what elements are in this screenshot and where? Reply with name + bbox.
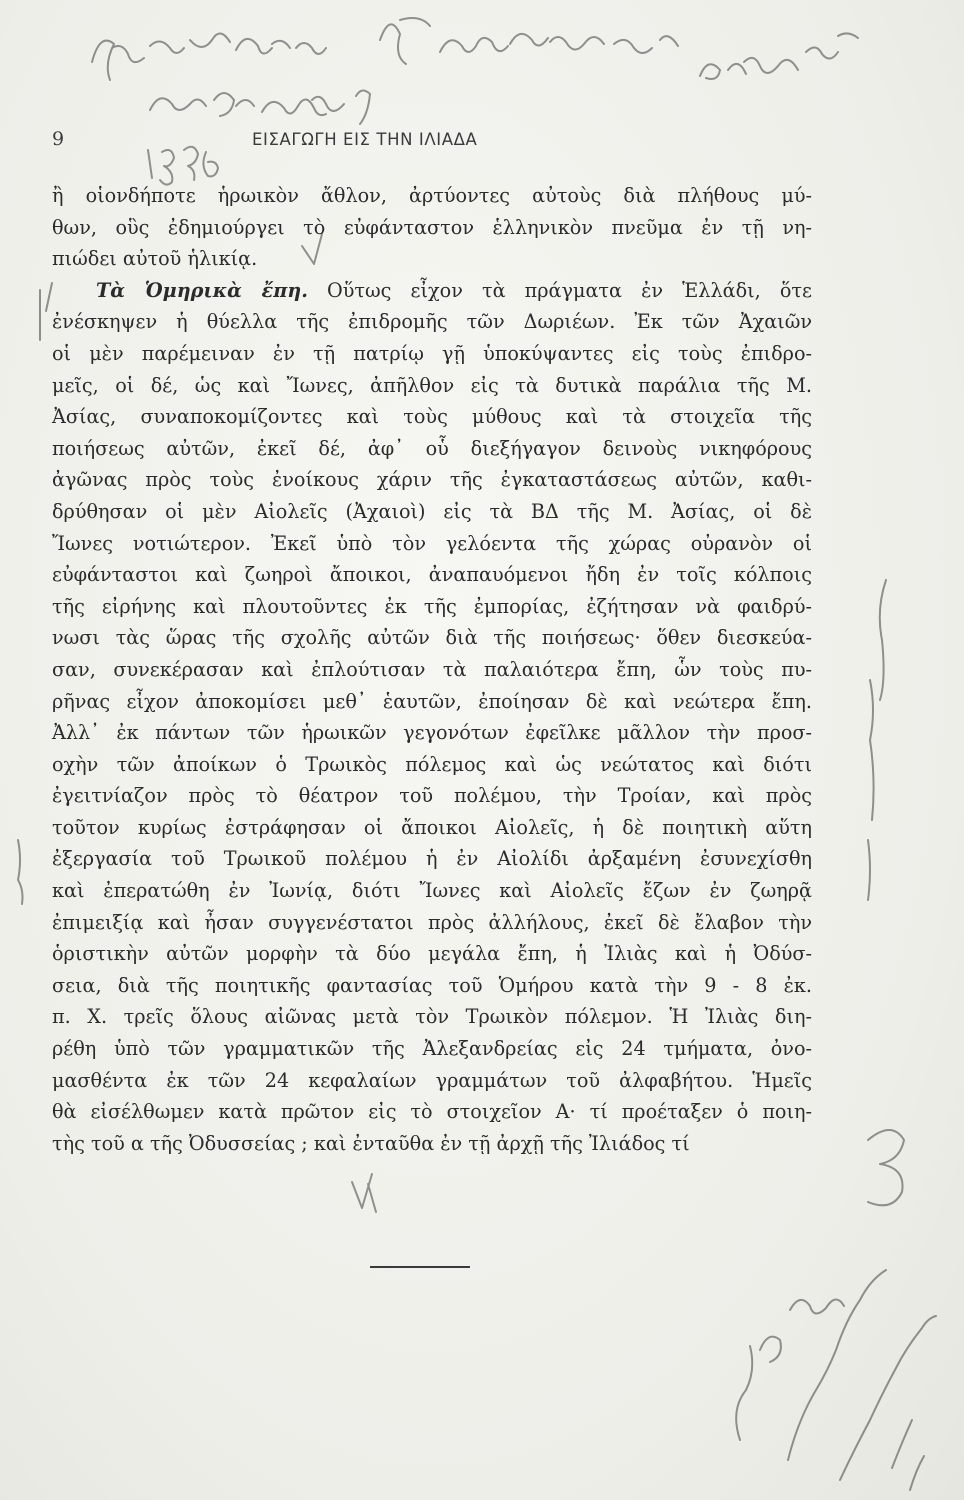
text-line: ἐπιμειξίᾳ καὶ ἦσαν συγγενέστατοι πρὸς ἀλλήλους, ἐκεῖ δὲ ἔλαβον τὴν bbox=[52, 910, 812, 934]
page-header bbox=[52, 128, 812, 154]
text-line: σεια, διὰ τῆς ποιητικῆς φαντασίας τοῦ Ὁμήρου κατὰ τὴν 9 - 8 ἐκ. bbox=[52, 973, 812, 997]
handwriting-top-line bbox=[92, 33, 326, 80]
page-number: 9 bbox=[52, 128, 65, 150]
body-text bbox=[52, 180, 812, 1159]
section-first-line bbox=[52, 275, 812, 307]
text-line: Ἀλλ᾽ ἐκ πάντων τῶν ἡρωικῶν γεγονότων ἐφεῖλκε μᾶλλον τὴν προσ- bbox=[52, 721, 812, 745]
handwriting-right-margin bbox=[868, 580, 886, 900]
text-line: μεῖς, οἱ δέ, ὡς καὶ Ἴωνες, ἀπῆλθον εἰς τὰ δυτικὰ παράλια τῆς Μ. bbox=[52, 373, 812, 397]
text-line: νωσι τὰς ὥρας τῆς σχολῆς αὐτῶν διὰ τῆς ποιήσεως· ὅθεν διεσκεύα- bbox=[52, 626, 812, 650]
running-title: ΕΙΣΑΓΩΓΗ ΕΙΣ ΤΗΝ ΙΛΙΑΔΑ bbox=[252, 130, 478, 149]
text-line: ἐγειτνίαζον πρὸς τὸ θέατρον τοῦ πολέμου, τὴν Τροίαν, καὶ πρὸς bbox=[52, 784, 812, 808]
text-line: μασθέντα ἐκ τῶν 24 κεφαλαίων γραμμάτων τοῦ ἀλφαβήτου. Ἡμεῖς bbox=[52, 1068, 812, 1092]
text-line: ἀγῶνας πρὸς τοὺς ἐνοίκους χάριν τῆς ἐγκαταστάσεως αὐτῶν, καθι- bbox=[52, 468, 812, 492]
handwriting-large-three bbox=[868, 1130, 904, 1205]
handwriting-top-line-2 bbox=[380, 18, 678, 64]
text-line: οχὴν τῶν ἀποίκων ὁ Τρωικὸς πόλεμος καὶ ὡς νεώτατος καὶ διότι bbox=[52, 752, 812, 776]
text-line: οἱ μὲν παρέμειναν ἐν τῇ πατρίῳ γῇ ὑποκύψαντες εἰς τοὺς ἐπιδρο- bbox=[52, 341, 812, 365]
handwriting-second-line bbox=[150, 90, 370, 124]
handwriting-margin-bracket bbox=[40, 283, 52, 340]
text-line: τὴς τοῦ α τῆς Ὀδυσσείας ; καὶ ἐνταῦθα ἐν τῇ ἀρχῇ τῆς Ἰλιάδος τί bbox=[52, 1131, 690, 1155]
text-line: ἐνέσκηψεν ἡ θύελλα τῆς ἐπιδρομῆς τῶν Δωριέων. Ἐκ τῶν Ἀχαιῶν bbox=[52, 310, 812, 334]
handwriting-top-line-3 bbox=[700, 33, 858, 79]
end-rule bbox=[370, 1266, 470, 1268]
handwriting-checkmark-2 bbox=[352, 1174, 376, 1212]
text-line: πιώδει αὐτοῦ ἡλικίᾳ. bbox=[52, 247, 258, 271]
handwriting-bottom-note-3 bbox=[840, 1316, 936, 1480]
text-line: ἢ οἱονδήποτε ἡρωικὸν ἄθλον, ἀρτύοντες αὐτοὺς διὰ πλήθους μύ- bbox=[52, 184, 812, 207]
text-line: Ἀσίας, συναποκομίζοντες καὶ τοὺς μύθους καὶ τὰ στοιχεῖα τῆς bbox=[52, 405, 812, 429]
text-line: ρέθη ὑπὸ τῶν γραμματικῶν τῆς Ἀλεξανδρείας εἰς 24 τμήματα, ὀνο- bbox=[52, 1037, 812, 1061]
text-line: τῆς εἰρήνης καὶ πλουτοῦντες ἐκ τῆς ἐμπορίας, ἐζήτησαν νὰ φαιδρύ- bbox=[52, 594, 812, 618]
text-line: ἐξεργασία τοῦ Τρωικοῦ πολέμου ἡ ἐν Αἰολίδι ἀρξαμένη ἐσυνεχίσθη bbox=[52, 847, 812, 871]
text-line: καὶ ἐπερατώθη ἐν Ἰωνίᾳ, διότι Ἴωνες καὶ Αἰολεῖς ἔζων ἐν ζωηρᾷ bbox=[52, 879, 812, 903]
handwriting-bottom-note-1 bbox=[736, 1299, 844, 1440]
text-line: ποιήσεως αὐτῶν, ἐκεῖ δέ, ἀφ᾽ οὗ διεξήγαγον δεινοὺς νικηφόρους bbox=[52, 436, 812, 460]
handwriting-bottom-note-4 bbox=[892, 1420, 924, 1490]
text-line: ρῆνας εἶχον ἀποκομίσει μεθ᾽ ἑαυτῶν, ἐποίησαν δὲ καὶ νεώτερα ἔπη. bbox=[52, 689, 812, 713]
text-line: θὰ εἰσέλθωμεν κατὰ πρῶτον εἰς τὸ στοιχεῖον Α· τί προέταξεν ὁ ποιη- bbox=[52, 1100, 812, 1124]
text-line: δρύθησαν οἱ μὲν Αἰολεῖς (Ἀχαιοὶ) εἰς τὰ ΒΔ τῆς Μ. Ἀσίας, οἱ δὲ bbox=[52, 499, 812, 523]
section-first-line-text: Οὕτως εἶχον τὰ πράγματα ἐν Ἑλλάδι, ὅτε bbox=[327, 278, 812, 302]
text-line: σαν, συνεκέρασαν καὶ ἐπλούτισαν τὰ παλαιότερα ἔπη, ὧν τοὺς πυ- bbox=[52, 657, 812, 681]
section-heading: Τὰ Ὁμηρικὰ ἔπη. bbox=[96, 278, 308, 302]
text-line: π. Χ. τρεῖς ὅλους αἰῶνας μετὰ τὸν Τρωικὸν πόλεμον. Ἡ Ἰλιὰς διη- bbox=[52, 1005, 812, 1029]
handwriting-left-margin bbox=[18, 840, 23, 904]
text-line: εὐφάνταστοι καὶ ζωηροὶ ἄποικοι, ἀναπαυόμενοι ἤδη ἐν τοῖς κόλποις bbox=[52, 563, 812, 587]
text-line: τοῦτον κυρίως ἐστράφησαν οἱ ἄποικοι Αἰολεῖς, ἡ δὲ ποιητικὴ αὕτη bbox=[52, 815, 812, 839]
text-line: ὁριστικὴν αὐτῶν μορφὴν τὰ δύο μεγάλα ἔπη, ἡ Ἰλιὰς καὶ ἡ Ὀδύσ- bbox=[52, 942, 812, 966]
text-line: Ἴωνες νοτιώτερον. Ἐκεῖ ὑπὸ τὸν γελόεντα τῆς χώρας οὐρανὸν οἱ bbox=[52, 531, 812, 555]
text-line: θων, οὓς ἐδημιούργει τὸ εὐφάνταστον ἑλληνικὸν πνεῦμα ἐν τῇ νη- bbox=[52, 215, 812, 239]
handwriting-bottom-note-2 bbox=[788, 1270, 886, 1460]
